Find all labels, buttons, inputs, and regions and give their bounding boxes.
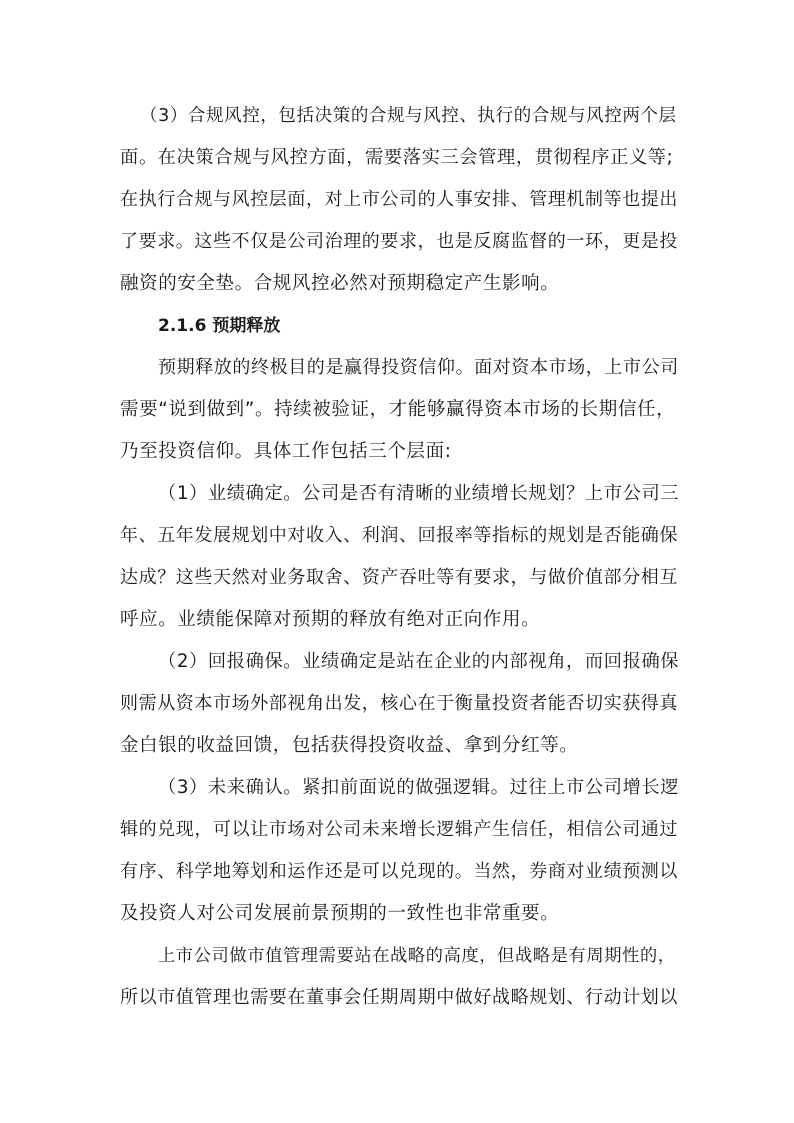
- paragraph-line: 上市公司做市值管理需要站在战略的高度，但战略是有周期性的，: [158, 946, 676, 966]
- paragraph-line: 在执行合规与风控层面，对上市公司的人事安排、管理机制等也提出: [120, 189, 678, 210]
- paragraph-line: （2）回报确保。业绩确定是站在企业的内部视角，而回报确保: [158, 651, 680, 672]
- paragraph-line: （1）业绩确定。公司是否有清晰的业绩增长规划？上市公司三: [158, 483, 680, 504]
- paragraph-line: 需要“说到做到”。持续被验证，才能够赢得资本市场的长期信任，: [120, 399, 676, 420]
- paragraph-line: 乃至投资信仰。具体工作包括三个层面:: [120, 441, 452, 462]
- paragraph-line: （3）合规风控，包括决策的合规与风控、执行的合规与风控两个层: [140, 106, 677, 126]
- section-heading: 2.1.6 预期释放: [158, 316, 281, 336]
- paragraph-line: 年、五年发展规划中对收入、利润、回报率等指标的规划是否能确保: [120, 525, 678, 546]
- paragraph-line: 则需从资本市场外部视角出发，核心在于衡量投资者能否切实获得真: [120, 693, 678, 714]
- paragraph-line: 了要求。这些不仅是公司治理的要求，也是反腐监督的一环，更是投: [120, 231, 678, 252]
- paragraph-line: 所以市值管理也需要在董事会任期周期中做好战略规划、行动计划以: [120, 987, 678, 1008]
- paragraph-line: 及投资人对公司发展前景预期的一致性也非常重要。: [120, 903, 560, 924]
- paragraph-line: 有序、科学地筹划和运作还是可以兑现的。当然，券商对业绩预测以: [120, 861, 678, 882]
- paragraph-line: 金白银的收益回馈，包括获得投资收益、拿到分红等。: [120, 735, 579, 756]
- paragraph-line: 预期释放的终极目的是赢得投资信仰。面对资本市场，上市公司: [158, 357, 679, 378]
- paragraph-line: （3）未来确认。紧扣前面说的做强逻辑。过往上市公司增长逻: [158, 777, 680, 798]
- paragraph-line: 呼应。业绩能保障对预期的释放有绝对正向作用。: [120, 609, 541, 630]
- paragraph-line: 达成？这些天然对业务取舍、资产吞吐等有要求，与做价值部分相互: [120, 567, 678, 588]
- paragraph-line: 面。在决策合规与风控方面，需要落实三会管理，贯彻程序正义等;: [120, 147, 674, 168]
- paragraph-line: 融资的安全垫。合规风控必然对预期稳定产生影响。: [120, 273, 560, 294]
- paragraph-line: 辑的兑现，可以让市场对公司未来增长逻辑产生信任，相信公司通过: [120, 819, 678, 840]
